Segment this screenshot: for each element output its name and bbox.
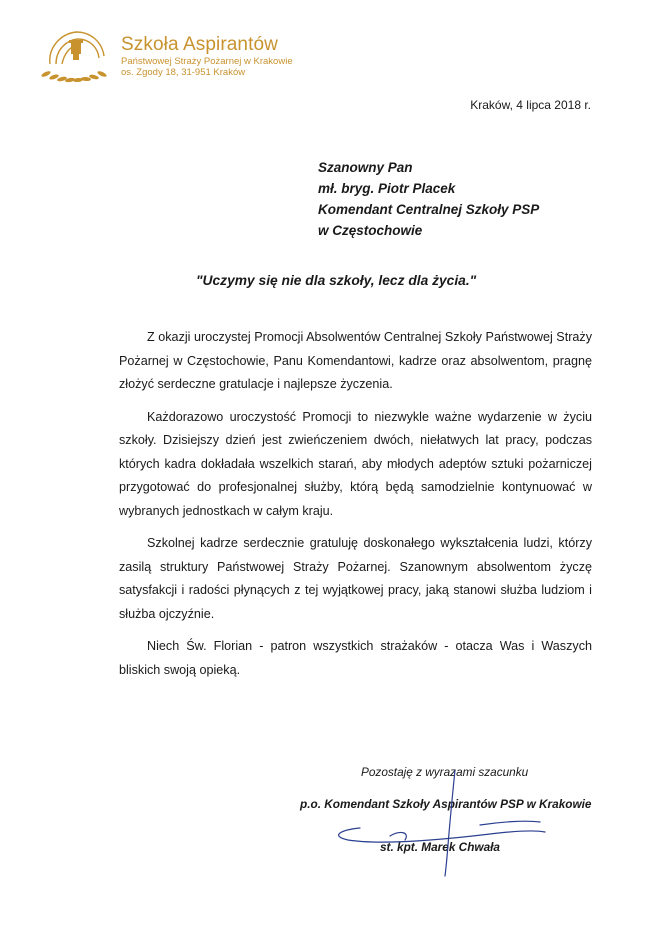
handwritten-signature (330, 770, 560, 880)
recipient-rank-name: mł. bryg. Piotr Placek (318, 181, 456, 196)
body-paragraph: Z okazji uroczystej Promocji Absolwentów Centralnej Szkoły Państwowej Straży Pożarnej w Częstochowie, Panu Komendantowi, kadrze oraz absolwentom, pragnę złożyć serdeczne gratulacje i najlepsze życzenia. (119, 330, 592, 391)
recipient-location: w Częstochowie (318, 223, 423, 238)
body-paragraph: Niech Św. Florian - patron wszystkich strażaków - otacza Was i Waszych bliskich swoją opieką. (119, 639, 592, 677)
body-paragraph: Każdorazowo uroczystość Promocji to niezwykle ważne wydarzenie w życiu szkoły. Dzisiejszy dzień jest zwieńczeniem dwóch, niełatwych lat pracy, podczas których kadra dokładała wszelkich starań, aby młodych adeptów sztuki pożarniczej przygotować do profesjonalnej służby, którą będą samodzielnie kontynuować w wybranych jednostkach w całym kraju. (119, 409, 592, 518)
signatory-title: p.o. Komendant Szkoły Aspirantów PSP w Krakowie (300, 797, 592, 811)
signatory-name: st. kpt. Marek Chwała (380, 840, 500, 854)
motto: "Uczymy się nie dla szkoły, lecz dla życia." (196, 273, 477, 288)
recipient-position: Komendant Centralnej Szkoły PSP (318, 202, 540, 217)
letterhead-subtitle: Państwowej Straży Pożarnej w Krakowie (121, 56, 293, 67)
body-paragraph: Szkolnej kadrze serdecznie gratuluję doskonałego wykształcenia ludzi, którzy zasilą struktury Państwowej Straży Pożarnej. Szanownym absolwentom życzę satysfakcji i radości płynących z tej wyjątkowej pracy, jaką stanowi służba ludziom i służba ojczyźnie. (119, 536, 592, 621)
letter-body (119, 326, 592, 691)
letter-date: Kraków, 4 lipca 2018 r. (470, 98, 591, 112)
recipient-salutation: Szanowny Pan (318, 160, 413, 175)
letterhead (121, 34, 293, 78)
recipient-block (318, 157, 539, 241)
closing-phrase: Pozostaję z wyrazami szacunku (361, 765, 529, 779)
letterhead-title: Szkoła Aspirantów (121, 34, 278, 55)
letterhead-address: os. Zgody 18, 31-951 Kraków (121, 67, 246, 78)
helmet-laurel-emblem-icon (36, 24, 116, 86)
